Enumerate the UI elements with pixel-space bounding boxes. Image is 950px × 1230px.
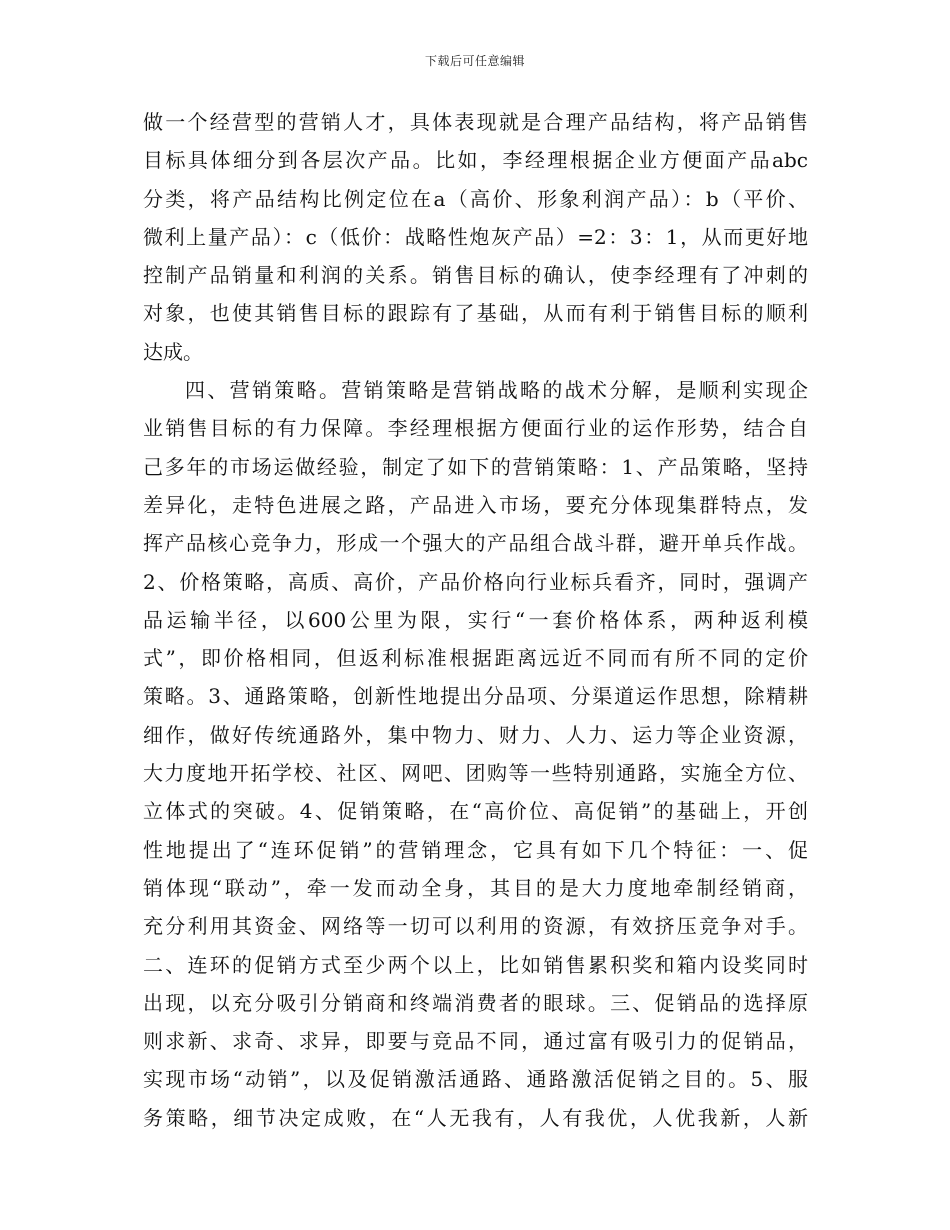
text-line: 目标具体细分到各层次产品。比如，李经理根据企业方便面产品abc <box>143 148 808 173</box>
text-line: 式”，即价格相同，但返利标准根据距离远近不同而有所不同的定价 <box>143 646 808 671</box>
paragraph-2 <box>143 371 808 1137</box>
text-line: 己多年的市场运做经验，制定了如下的营销策略：1、产品策略，坚持 <box>143 454 808 479</box>
text-line: 达成。 <box>143 339 203 364</box>
text-line: 业销售目标的有力保障。李经理根据方便面行业的运作形势，结合自 <box>143 416 808 441</box>
text-line: 大力度地开拓学校、社区、网吧、团购等一些特别通路，实施全方位、 <box>143 761 808 786</box>
text-line: 立体式的突破。4、促销策略，在“高价位、高促销”的基础上，开创 <box>143 799 808 824</box>
text-line: 差异化，走特色进展之路，产品进入市场，要充分体现集群特点，发 <box>143 492 808 517</box>
text-line: 对象，也使其销售目标的跟踪有了基础，从而有利于销售目标的顺利 <box>143 301 808 326</box>
text-line: 四、营销策略。营销策略是营销战略的战术分解，是顺利实现企 <box>185 378 808 403</box>
text-line: 则求新、求奇、求异，即要与竞品不同，通过富有吸引力的促销品， <box>143 1029 808 1054</box>
text-line: 销体现“联动”，牵一发而动全身，其目的是大力度地牵制经销商， <box>143 875 808 900</box>
page-header: 下载后可任意编辑 <box>424 54 525 68</box>
text-line: 出现，以充分吸引分销商和终端消费者的眼球。三、促销品的选择原 <box>143 990 808 1015</box>
text-line: 性地提出了“连环促销”的营销理念，它具有如下几个特征：一、促 <box>143 837 808 862</box>
text-line: 充分利用其资金、网络等一切可以利用的资源，有效挤压竞争对手。 <box>143 914 808 939</box>
text-line: 二、连环的促销方式至少两个以上，比如销售累积奖和箱内设奖同时 <box>143 952 808 977</box>
paragraph-1 <box>143 103 808 371</box>
text-line: 分类，将产品结构比例定位在a（高价、形象利润产品）：b（平价、 <box>143 186 808 211</box>
text-line: 务策略，细节决定成败，在“人无我有，人有我优，人优我新，人新 <box>143 1105 808 1130</box>
text-line: 细作，做好传统通路外，集中物力、财力、人力、运力等企业资源， <box>143 722 808 747</box>
text-line: 策略。3、通路策略，创新性地提出分品项、分渠道运作思想，除精耕 <box>143 684 808 709</box>
text-line: 做一个经营型的营销人才，具体表现就是合理产品结构，将产品销售 <box>143 110 808 134</box>
document-body <box>143 103 808 1137</box>
text-line: 实现市场“动销”，以及促销激活通路、通路激活促销之目的。5、服 <box>143 1067 808 1092</box>
text-line: 挥产品核心竞争力，形成一个强大的产品组合战斗群，避开单兵作战。 <box>143 531 808 556</box>
text-line: 2、价格策略，高质、高价，产品价格向行业标兵看齐，同时，强调产 <box>143 569 808 594</box>
text-line: 控制产品销量和利润的关系。销售目标的确认，使李经理有了冲刺的 <box>143 263 808 288</box>
text-line: 微利上量产品）：c（低价：战略性炮灰产品）=2：3：1，从而更好地 <box>143 224 808 249</box>
text-line: 品运输半径，以600公里为限，实行“一套价格体系，两种返利模 <box>143 607 808 632</box>
